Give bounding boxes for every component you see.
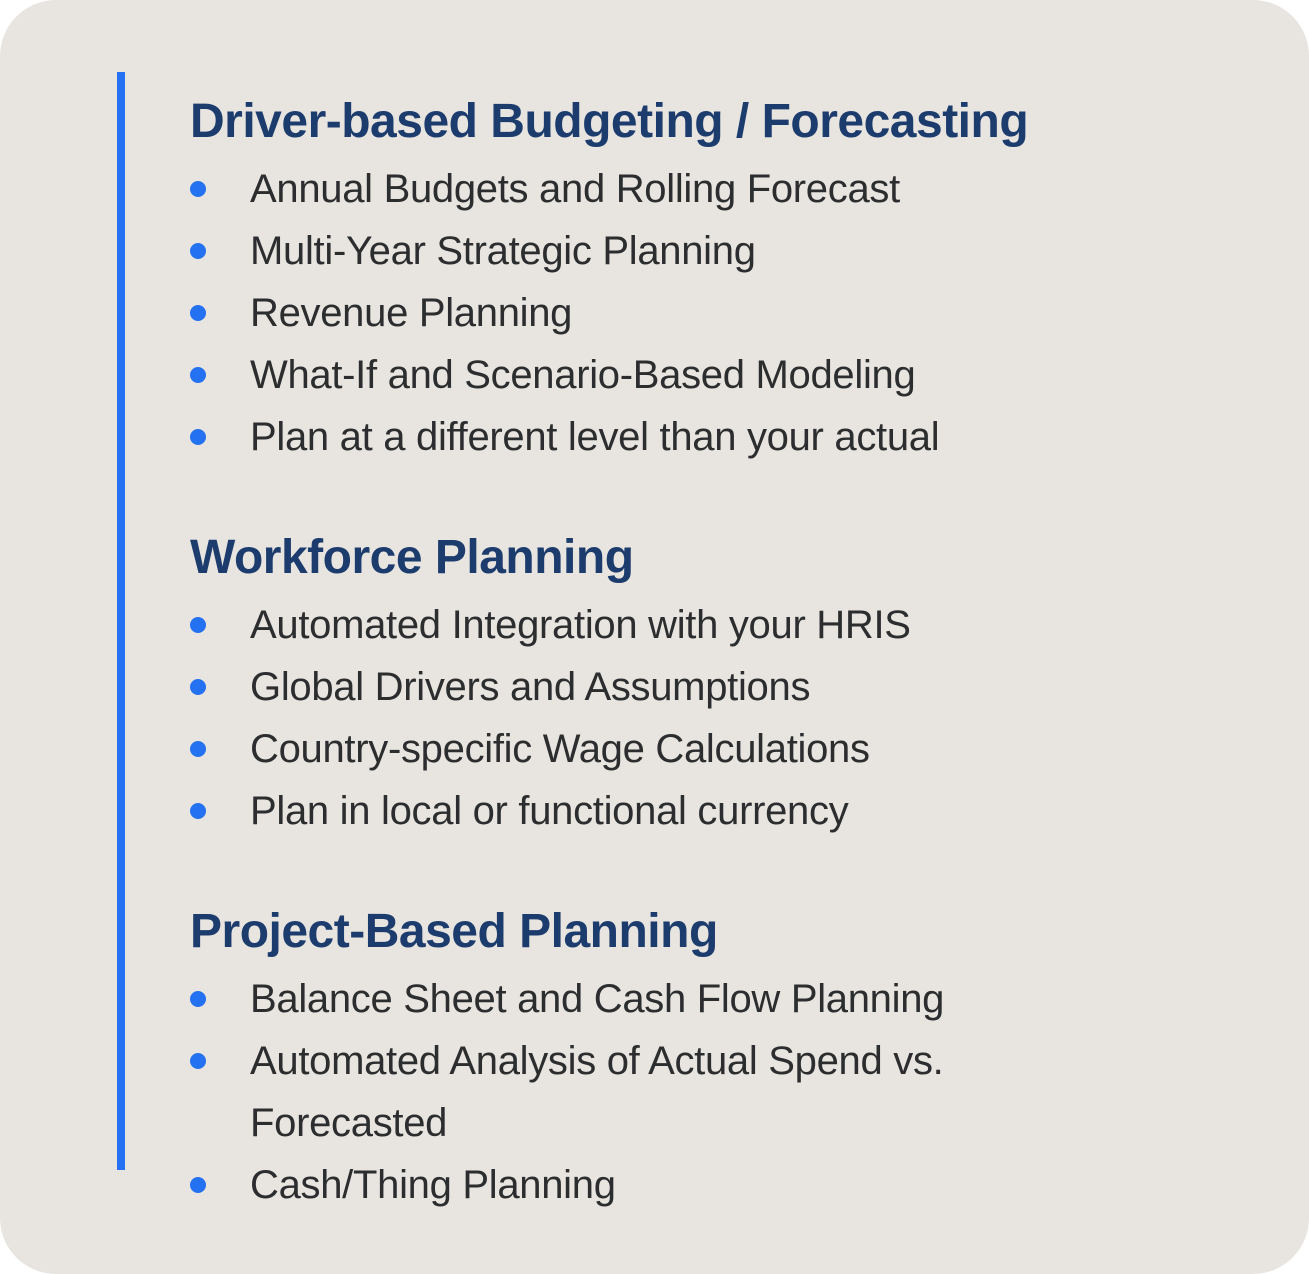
list-item	[190, 220, 1120, 282]
section-workforce-planning	[190, 526, 1230, 842]
list-item	[190, 968, 1120, 1030]
bullet-dot-icon	[190, 803, 206, 819]
list-item	[190, 158, 1120, 220]
bullet-dot-icon	[190, 367, 206, 383]
accent-line	[117, 72, 125, 1170]
section-driver-based-budgeting	[190, 90, 1230, 468]
list-item	[190, 718, 1120, 780]
card-content	[190, 90, 1230, 1216]
section-heading: Driver-based Budgeting / Forecasting	[190, 95, 1029, 148]
section-project-based-planning	[190, 900, 1230, 1216]
list-item-text: Annual Budgets and Rolling Forecast	[250, 167, 900, 211]
list-item-text: Automated Integration with your HRIS	[250, 603, 911, 647]
bullet-dot-icon	[190, 305, 206, 321]
bullet-dot-icon	[190, 1053, 206, 1069]
section-heading: Workforce Planning	[190, 531, 634, 584]
list-item-text: Cash/Thing Planning	[250, 1163, 616, 1207]
list-item	[190, 656, 1120, 718]
list-item-text: Global Drivers and Assumptions	[250, 665, 811, 709]
list-item	[190, 594, 1120, 656]
list-item	[190, 344, 1120, 406]
bullet-list	[190, 968, 1120, 1216]
bullet-list	[190, 594, 1120, 842]
bullet-dot-icon	[190, 1177, 206, 1193]
list-item	[190, 1030, 1120, 1154]
list-item	[190, 282, 1120, 344]
section-heading: Project-Based Planning	[190, 905, 718, 958]
list-item-text: Multi-Year Strategic Planning	[250, 229, 756, 273]
bullet-dot-icon	[190, 679, 206, 695]
bullet-dot-icon	[190, 991, 206, 1007]
bullet-dot-icon	[190, 243, 206, 259]
bullet-dot-icon	[190, 429, 206, 445]
list-item-text: Revenue Planning	[250, 291, 573, 335]
list-item-text: Plan in local or functional currency	[250, 789, 849, 833]
list-item-text: What-If and Scenario-Based Modeling	[250, 353, 916, 397]
list-item	[190, 780, 1120, 842]
bullet-dot-icon	[190, 617, 206, 633]
bullet-list	[190, 158, 1120, 468]
list-item-text: Country-specific Wage Calculations	[250, 727, 870, 771]
bullet-dot-icon	[190, 741, 206, 757]
bullet-dot-icon	[190, 181, 206, 197]
list-item-text: Automated Analysis of Actual Spend vs. Forecasted	[250, 1039, 944, 1145]
list-item-text: Plan at a different level than your actual	[250, 415, 940, 459]
list-item	[190, 1154, 1120, 1216]
list-item	[190, 406, 1120, 468]
list-item-text: Balance Sheet and Cash Flow Planning	[250, 977, 945, 1021]
